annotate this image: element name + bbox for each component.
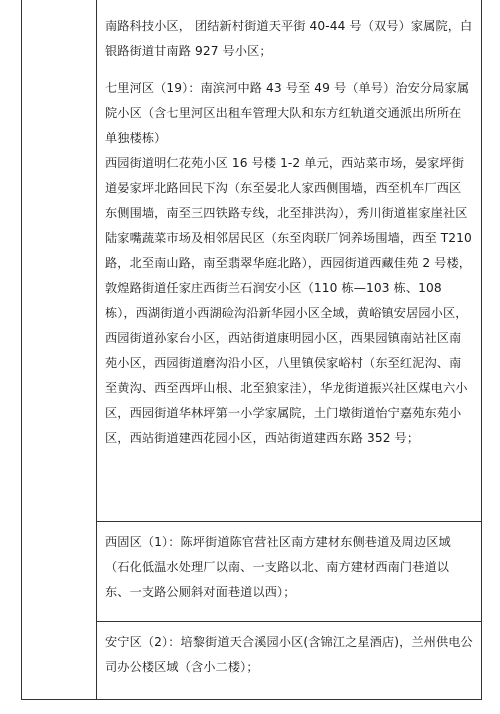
document-table [21, 0, 482, 700]
paragraph-xigu: 西固区（1）：陈坪街道陈官营社区南方建材东侧巷道及周边区域（石化低温水处理厂以南、一支路以北、南方建材西南门巷道以东、一支路公厕斜对面巷道以西）； [105, 535, 451, 599]
table-cell-anning [97, 622, 481, 700]
table-left-column [22, 0, 97, 699]
paragraph-qilihe-header: 七里河区（19）：南滨河中路 43 号至 49 号（单号）治安分局家属院小区（含七里河区出租车管理大队和东方红轨道交通派出所所在单独楼栋） [105, 81, 470, 145]
table-cell-xigu [97, 522, 481, 622]
paragraph-anning: 安宁区（2）：培黎街道天合溪园小区(含锦江之星酒店)，兰州供电公司办公楼区域（含小二楼）； [105, 635, 473, 674]
table-cell-chengguan-qilihe [97, 14, 481, 522]
table-right-column [97, 0, 481, 699]
paragraph-chengguan-tail: 南路科技小区， 团结新村街道天平街 40-44 号（双号）家属院，白银路街道甘南路 927 号小区； [105, 19, 473, 58]
paragraph-qilihe-list: 西园街道明仁花苑小区 16 号楼 1-2 单元，西站菜市场，晏家坪街道晏家坪北路回民下沟（东至晏北人家西侧围墙，西至机车厂西区东侧围墙，南至三四铁路专线，北至排洪沟），秀川街道崔家崖社区陆家嘴蔬菜市场及相邻居民区（东至肉联厂饲养场围墙，西至 T210 路，北至南山路，南至翡翠华庭北路），西园街道西藏佳苑 2 号楼，敦煌路街道任家庄西街兰石润安小区（110 栋—103 栋、108 栋），西湖街道小西湖硷沟沿新华园小区全域，黄峪镇安居园小区，西园街道孙家台小区，西站街道康明园小区，西果园镇南站社区南苑小区，西园街道磨沟沿小区，八里镇侯家峪村（东至红泥沟、南至黄沟、西至西坪山根、北至狼家洼），华龙街道振兴社区煤电六小区，西园街道华林坪第一小学家属院，土门墩街道怡宁嘉苑东苑小区，西站街道建西花园小区，西站街道建西东路 352 号； [105, 156, 472, 445]
